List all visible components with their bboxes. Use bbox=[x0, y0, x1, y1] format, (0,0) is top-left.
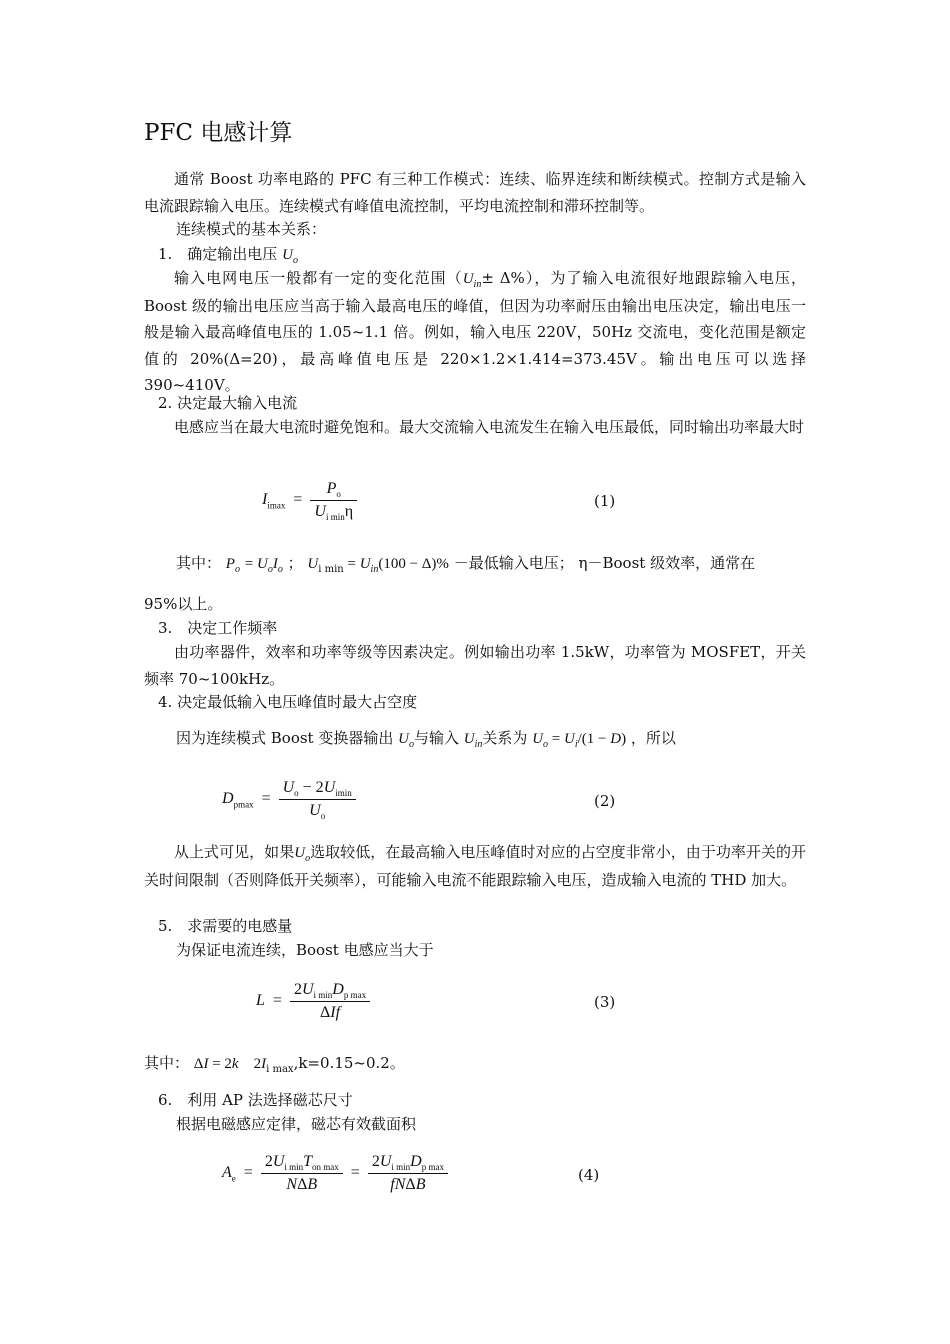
section-2-note-mid: －最低输入电压； bbox=[453, 554, 574, 572]
section-3-body: 由功率器件，效率和功率等级等因素决定。例如输出功率 1.5kW，功率管为 MOSFET，开关频率 70~100kHz。 bbox=[144, 643, 806, 688]
section-6-heading: 6. 利用 AP 法选择磁芯尺寸 bbox=[158, 1091, 353, 1109]
section-4-heading: 4. 决定最低输入电压峰值时最大占空度 bbox=[158, 693, 418, 711]
equation-3-number: (3) bbox=[594, 993, 616, 1011]
section-5-note-prefix: 其中： bbox=[144, 1054, 190, 1072]
intro-paragraph: 通常 Boost 功率电路的 PFC 有三种工作模式：连续、临界连续和断续模式。控制方式是输入电流跟踪输入电压。连续模式有峰值电流控制，平均电流控制和滞环控制等。 bbox=[144, 170, 806, 215]
section-2-note: 其中： $P_o = U_oI_o$ ； $U_{i min} = U_{in}(100 - \Delta)\%$ －最低输入电压； η－Boost 级效率，通常在 bbox=[176, 554, 756, 575]
section-1-body-b: ± Δ%），为了输入电流很好地跟踪输入电压，Boost 级的输出电压应当高于输入最高电压的峰值，但因为功率耐压由输出电压决定，输出电压一般是输入最高峰值电压的 1.05~1.1 倍。例如，输入电压 220V，50Hz 交流电，变化范围是额定值的 20%(Δ=20)，最高峰值电压是 220×1.2×1.414=373.45V。输出电压可以选择 390~410V。 bbox=[144, 269, 806, 394]
section-6-body: 根据电磁感应定律，磁芯有效截面积 bbox=[176, 1115, 417, 1133]
output-voltage-symbol: U bbox=[282, 247, 293, 263]
input-voltage-symbol: U bbox=[462, 271, 474, 287]
section-2-note-end: η－Boost 级效率，通常在 bbox=[578, 554, 756, 572]
section-2-heading: 2. 决定最大输入电流 bbox=[158, 394, 298, 412]
section-1-body bbox=[144, 265, 806, 399]
basic-relation-label: 连续模式的基本关系： bbox=[176, 220, 327, 238]
section-5-note-tail: ,k=0.15~0.2。 bbox=[293, 1054, 405, 1072]
equation-3: L = $\frac{2U_{i min}D_{p max}}{\text{ΔIf}}$ bbox=[256, 979, 370, 1024]
section-4-after: 从上式可见，如果$U_o$选取较低，在最高输入电压峰值时对应的占空度非常小，由于功率开关的开关时间限制（否则降低开关频率），可能输入电流不能跟踪输入电压，造成输入电流的 THD 加大。 bbox=[144, 843, 806, 889]
equation-4-fraction-a: $\frac{2U_{i min}T_{on max}}{\text{NΔB}}$ bbox=[261, 1151, 343, 1196]
input-voltage-subscript: in bbox=[473, 279, 482, 290]
equation-4-fraction-b: $\frac{2U_{i min}D_{p max}}{\text{fNΔB}}$ bbox=[368, 1151, 448, 1196]
section-2-note-prefix: 其中： bbox=[176, 554, 222, 572]
equation-2-number: (2) bbox=[594, 792, 616, 810]
section-4-line-b: 与输入 bbox=[413, 729, 459, 747]
equation-1-fraction: $\frac{P_o}{U_{i min}\eta}$ bbox=[310, 478, 357, 523]
equation-1: $I_{imax}$ = $\frac{P_o}{U_{i min}\eta}$ bbox=[262, 478, 357, 523]
section-4-relation: 因为连续模式 Boost 变换器输出 $U_o$与输入 $U_{in}$关系为 $U_o = U_i/(1 - D)$ ，所以 bbox=[176, 729, 676, 750]
section-4-after-b: 选取较低，在最高输入电压峰值时对应的占空度非常小，由于功率开关的开关时间限制（否则降低开关频率），可能输入电流不能跟踪输入电压，造成输入电流的 THD 加大。 bbox=[144, 843, 806, 889]
equation-2-fraction: $\frac{U_o - 2U_{imin}}{U_o}$ bbox=[279, 777, 356, 822]
section-4-line-a: 因为连续模式 Boost 变换器输出 bbox=[176, 729, 394, 747]
equation-2: $D_{pmax}$ = $\frac{U_o - 2U_{imin}}{U_o}$ bbox=[222, 777, 356, 822]
page-title: PFC 电感计算 bbox=[144, 120, 293, 146]
section-2-body: 电感应当在最大电流时避免饱和。最大交流输入电流发生在输入电压最低，同时输出功率最大时 bbox=[174, 418, 805, 436]
equation-1-number: (1) bbox=[594, 492, 616, 510]
section-5-heading: 5. 求需要的电感量 bbox=[158, 917, 293, 935]
section-4-line-d: ，所以 bbox=[630, 729, 676, 747]
section-5-note: 其中： ΔI = 2k $2I_{i max},k=0.15\sim 0.2$。 bbox=[144, 1054, 405, 1075]
section-5-body: 为保证电流连续，Boost 电感应当大于 bbox=[176, 941, 434, 959]
equation-4-number: (4) bbox=[578, 1166, 600, 1184]
section-3-heading: 3. 决定工作频率 bbox=[158, 619, 278, 637]
equation-3-fraction: $\frac{2U_{i min}D_{p max}}{\text{ΔIf}}$ bbox=[290, 979, 370, 1024]
equation-4: $A_e$ = $\frac{2U_{i min}T_{on max}}{\text{NΔB}}$ = $\frac{2U_{i min}D_{p max}}{\text{fNΔB}}$ bbox=[222, 1151, 448, 1196]
section-2-note-tail: 95%以上。 bbox=[144, 595, 223, 613]
section-4-after-a: 从上式可见，如果 bbox=[174, 843, 295, 861]
section-1-heading bbox=[158, 242, 298, 267]
section-4-line-c: 关系为 bbox=[482, 729, 528, 747]
section-1-heading-text: 1. 确定输出电压 bbox=[158, 245, 278, 263]
output-voltage-subscript: o bbox=[292, 255, 298, 266]
section-1-body-a: 输入电网电压一般都有一定的变化范围（ bbox=[174, 269, 463, 287]
